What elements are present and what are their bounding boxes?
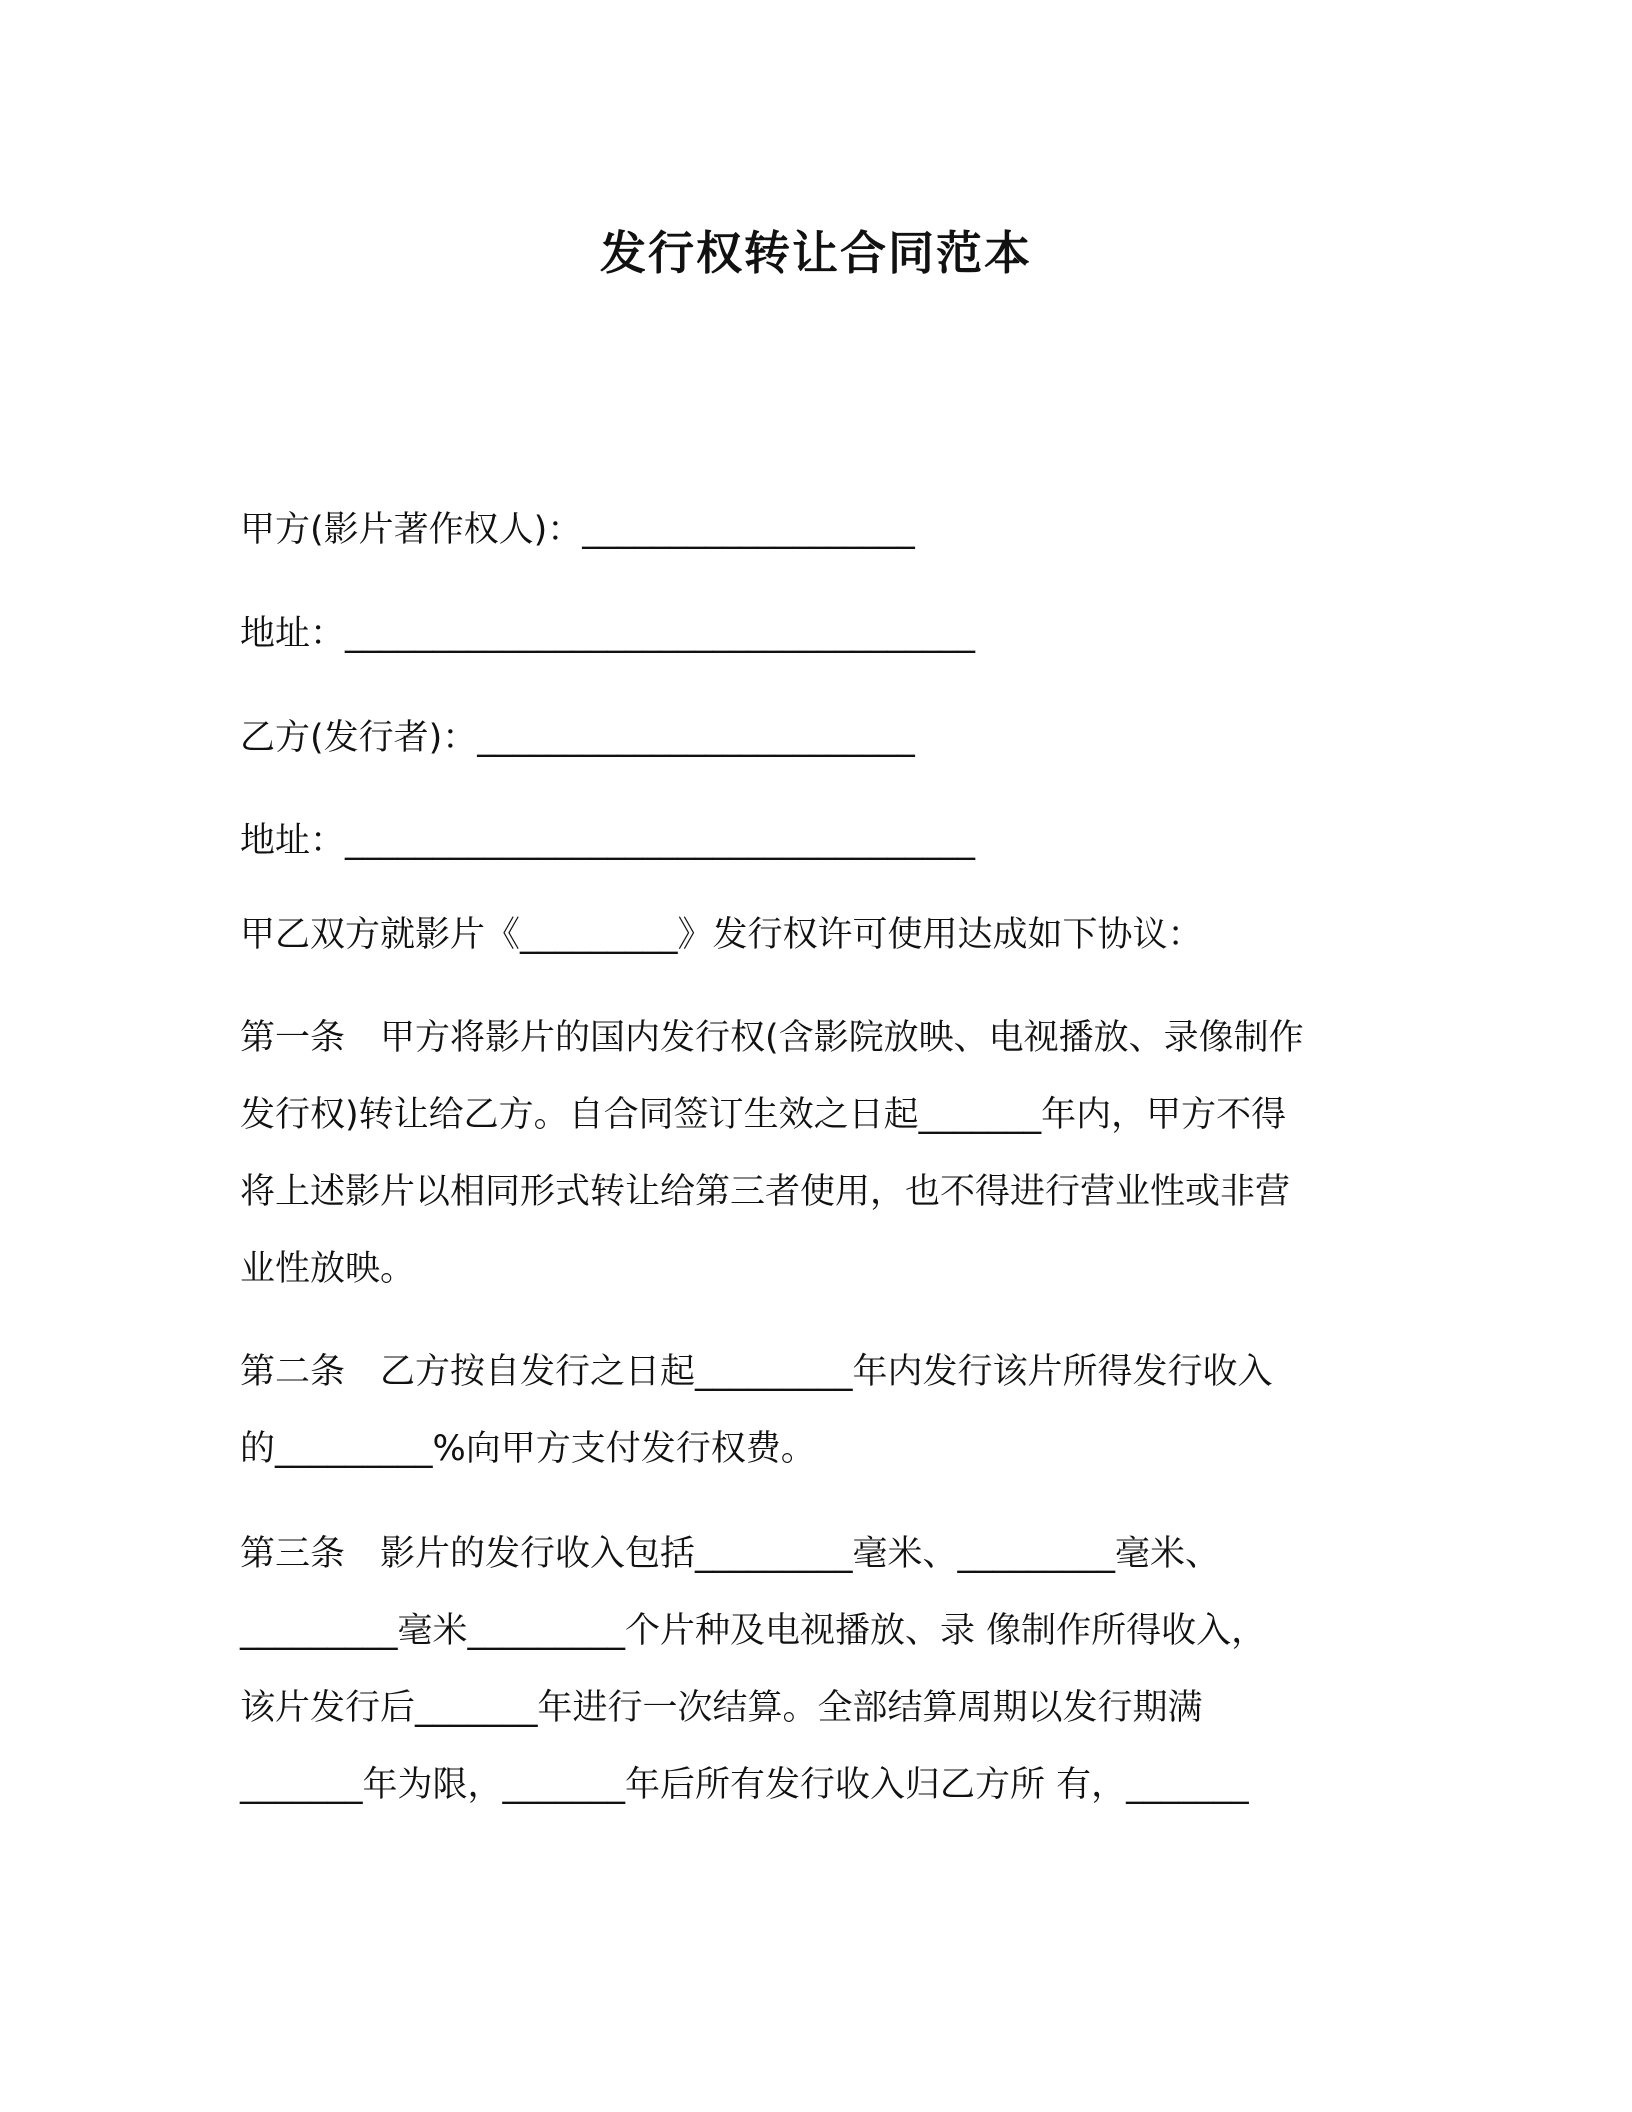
article-3-line: _______年为限，_______年后所有发行收入归乙方所 有，_______ — [240, 1765, 1249, 1805]
article-1-line: 业性放映。 — [240, 1249, 416, 1289]
article-1-line: 发行权)转让给乙方。自合同签订生效之日起_______年内，甲方不得 — [240, 1095, 1287, 1135]
document-title: 发行权转让合同范本 — [600, 226, 1032, 280]
party-a-field: 甲方(影片著作权人)：___________________ — [240, 510, 915, 550]
article-2-line: 第二条 乙方按自发行之日起_________年内发行该片所得发行收入 — [240, 1352, 1273, 1392]
article-2 — [240, 1334, 1372, 1488]
party-b-address-field: 地址：____________________________________ — [240, 821, 976, 861]
article-1 — [240, 1000, 1372, 1308]
article-1-line: 将上述影片以相同形式转让给第三者使用，也不得进行营业性或非营 — [240, 1172, 1291, 1212]
party-a-address-field: 地址：____________________________________ — [240, 614, 976, 654]
party-b-field: 乙方(发行者)：_________________________ — [240, 718, 915, 758]
article-3-line: _________毫米_________个片种及电视播放、录 像制作所得收入， — [240, 1611, 1267, 1651]
agreement-intro: 甲乙双方就影片《_________》发行权许可使用达成如下协议： — [240, 915, 1203, 955]
article-3-line: 该片发行后_______年进行一次结算。全部结算周期以发行期满 — [240, 1688, 1203, 1728]
article-1-line: 第一条 甲方将影片的国内发行权(含影院放映、电视播放、录像制作 — [240, 1018, 1304, 1058]
article-2-line: 的_________%向甲方支付发行权费。 — [240, 1429, 816, 1469]
article-3-line: 第三条 影片的发行收入包括_________毫米、_________毫米、 — [240, 1534, 1221, 1574]
article-3 — [240, 1516, 1372, 1824]
